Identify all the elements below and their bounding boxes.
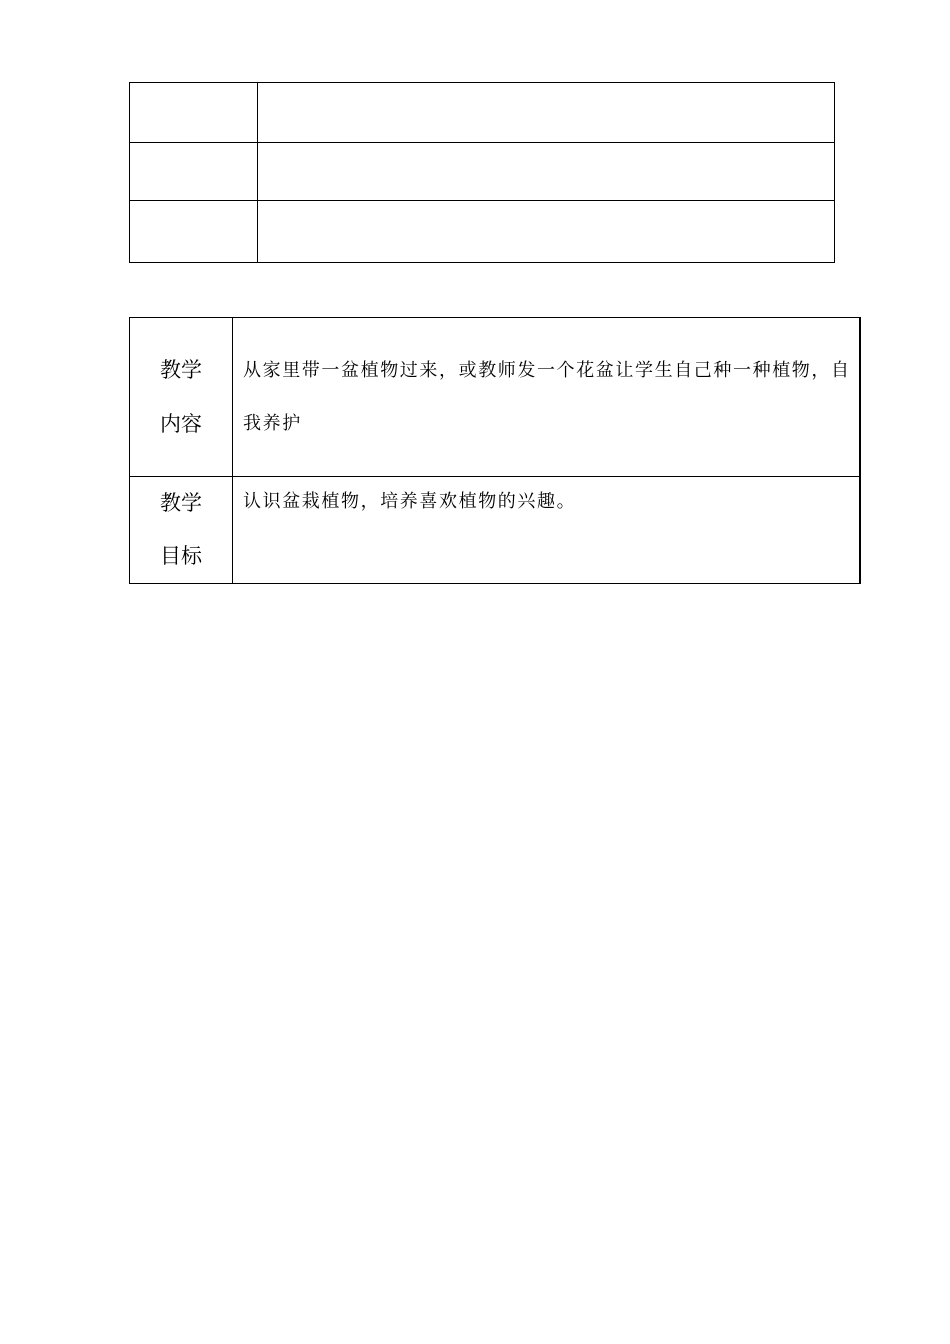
label-line: 目标 (160, 544, 202, 568)
blank-content-cell (258, 143, 835, 201)
blank-content-cell (258, 201, 835, 263)
blank-table-row (130, 143, 835, 201)
blank-table (129, 82, 835, 263)
lesson-plan-table (129, 317, 861, 584)
teaching-content-row (130, 318, 861, 477)
blank-table-row (130, 83, 835, 143)
label-line: 教学 (160, 491, 202, 515)
blank-content-cell (258, 83, 835, 143)
blank-table-row (130, 201, 835, 263)
teaching-goal-row (130, 477, 861, 584)
teaching-content-label (130, 318, 233, 477)
teaching-goal-label (130, 477, 233, 584)
blank-label-cell (130, 143, 258, 201)
blank-label-cell (130, 83, 258, 143)
label-line: 内容 (160, 412, 202, 436)
teaching-content-text: 从家里带一盆植物过来，或教师发一个花盆让学生自己种一种植物，自我养护 (233, 318, 861, 477)
label-line: 教学 (160, 358, 202, 382)
blank-label-cell (130, 201, 258, 263)
teaching-goal-text: 认识盆栽植物，培养喜欢植物的兴趣。 (233, 477, 861, 584)
